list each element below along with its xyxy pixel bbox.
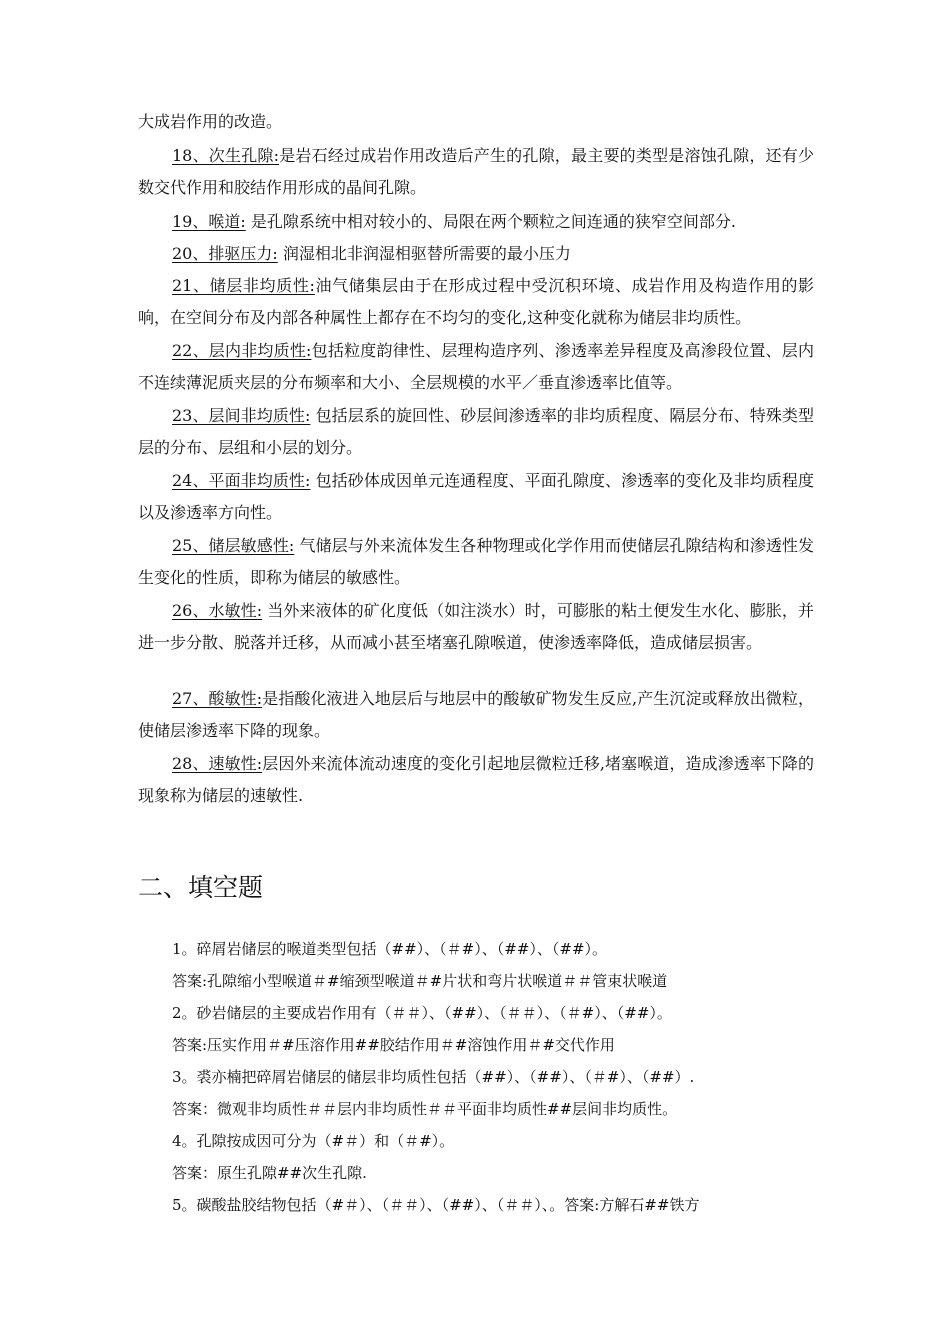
definition-text-22: 包括粒度韵律性、层理构造序列、渗透率差异程度及高渗段位置、层内不连续薄泥质夹层的分布频率和大小、全层规模的水平／垂直渗透率比值等。 <box>138 341 814 392</box>
term-26: 26、水敏性: <box>172 601 263 620</box>
term-18: 18、次生孔隙: <box>172 146 280 165</box>
term-28: 28、速敏性: <box>172 754 263 773</box>
definition-text-24: 包括砂体成因单元连通程度、平面孔隙度、渗透率的变化及非均质程度以及渗透率方向性。 <box>138 471 814 522</box>
term-20: 20、排驱压力: <box>172 244 278 263</box>
definition-text-25: 气储层与外来流体发生各种物理或化学作用而使储层孔隙结构和渗透性发生变化的性质，即称为储层的敏感性。 <box>138 536 814 587</box>
definition-21 <box>138 270 814 334</box>
definition-25 <box>138 530 814 594</box>
definition-text-20: 润湿相北非润湿相驱替所需要的最小压力 <box>277 244 571 263</box>
continuation-line: 大成岩作用的改造。 <box>138 112 283 131</box>
question-2: 2。砂岩储层的主要成岩作用有（＃＃）、（##）、（＃＃）、（＃#）、（##）。 <box>172 1004 672 1022</box>
question-1: 1。碎屑岩储层的喉道类型包括（##）、（＃#）、（##）、（##）。 <box>172 940 608 958</box>
answer-4: 答案：原生孔隙##次生孔隙. <box>172 1164 367 1182</box>
definition-26 <box>138 595 814 659</box>
definition-text-21: 油气储集层由于在形成过程中受沉积环境、成岩作用及构造作用的影响，在空间分布及内部各种属性上都存在不均匀的变化,这种变化就称为储层非均质性。 <box>138 276 814 327</box>
question-3: 3。裘亦楠把碎屑岩储层的储层非均质性包括（##）、（##）、（＃#）、（##）. <box>172 1068 695 1086</box>
definition-22 <box>138 335 814 399</box>
definition-text-18: 是岩石经过成岩作用改造后产生的孔隙，最主要的类型是溶蚀孔隙，还有少数交代作用和胶结作用形成的晶间孔隙。 <box>138 146 814 197</box>
definition-text-26: 当外来液体的矿化度低（如注淡水）时，可膨胀的粘土便发生水化、膨胀，并进一步分散、脱落并迁移，从而减小甚至堵塞孔隙喉道，使渗透率降低，造成储层损害。 <box>138 601 814 652</box>
definition-24 <box>138 465 814 529</box>
answer-1: 答案:孔隙缩小型喉道＃#缩颈型喉道＃#片状和弯片状喉道＃＃管束状喉道 <box>172 972 668 990</box>
definition-text-28: 层因外来流体流动速度的变化引起地层微粒迁移,堵塞喉道，造成渗透率下降的现象称为储层的速敏性. <box>138 754 814 805</box>
answer-3: 答案：微观非均质性＃＃层内非均质性＃＃平面非均质性##层间非均质性。 <box>172 1100 678 1118</box>
definition-23 <box>138 400 814 464</box>
question-4: 4。孔隙按成因可分为（#＃）和（＃#）。 <box>172 1132 455 1150</box>
definition-27 <box>138 683 814 747</box>
term-22: 22、层内非均质性: <box>172 341 312 360</box>
definition-28 <box>138 748 814 812</box>
definition-18 <box>138 140 814 204</box>
term-23: 23、层间非均质性: <box>172 406 311 425</box>
term-19: 19、喉道: <box>172 212 246 231</box>
question-5: 5。碳酸盐胶结物包括（#＃）、（＃＃）、（##）、（＃＃）、。答案:方解石##铁方 <box>172 1196 700 1214</box>
term-24: 24、平面非均质性: <box>172 471 311 490</box>
answer-2: 答案:压实作用＃#压溶作用##胶结作用＃#溶蚀作用＃#交代作用 <box>172 1036 615 1054</box>
definition-text-27: 是指酸化液进入地层后与地层中的酸敏矿物发生反应,产生沉淀或释放出微粒，使储层渗透率下降的现象。 <box>138 689 814 740</box>
definition-19 <box>138 206 814 238</box>
section-heading: 二、填空题 <box>138 873 264 902</box>
term-27: 27、酸敏性: <box>172 689 263 708</box>
term-21: 21、储层非均质性: <box>172 276 315 295</box>
definition-text-19: 是孔隙系统中相对较小的、局限在两个颗粒之间连通的狭窄空间部分. <box>245 212 736 231</box>
definition-20 <box>138 238 814 270</box>
definition-text-23: 包括层系的旋回性、砂层间渗透率的非均质程度、隔层分布、特殊类型层的分布、层组和小层的划分。 <box>138 406 814 457</box>
term-25: 25、储层敏感性: <box>172 536 295 555</box>
